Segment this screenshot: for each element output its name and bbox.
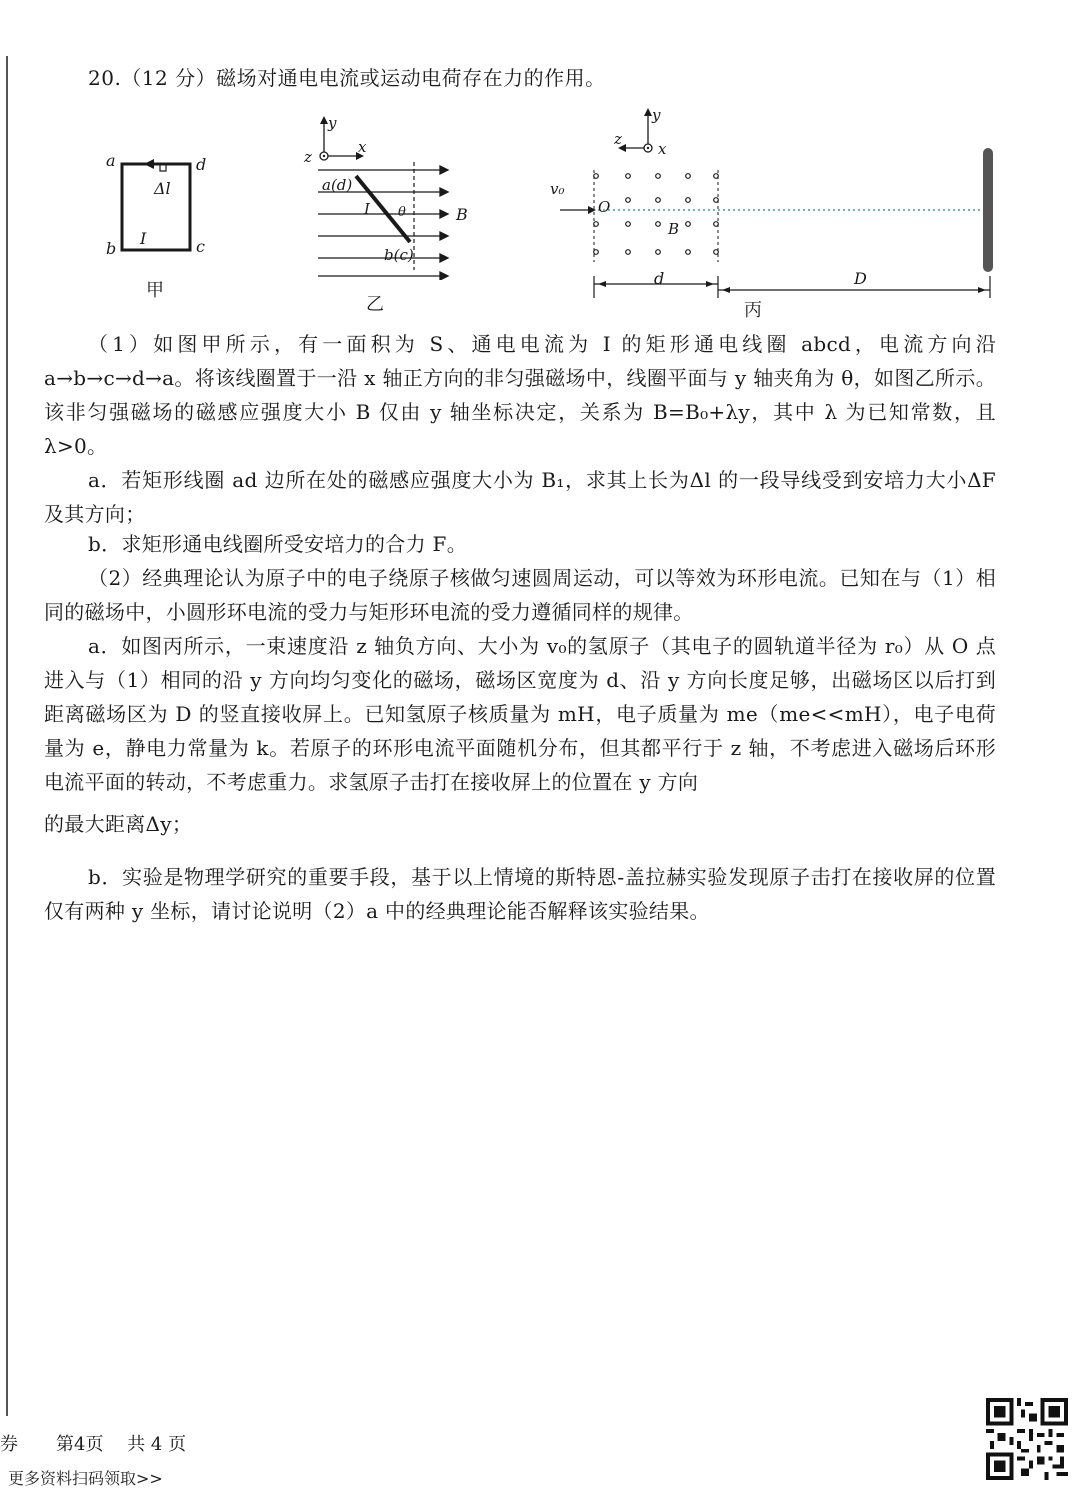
figure-yi xyxy=(298,110,478,280)
page-left-border xyxy=(6,56,8,1416)
svg-text:x: x xyxy=(658,140,667,158)
velocity-arrow-icon xyxy=(588,206,596,214)
svg-text:x: x xyxy=(358,138,367,156)
footer-fragment: 券 xyxy=(0,1434,18,1455)
part-2a-ending: 的最大距离Δy； xyxy=(44,812,193,836)
field-dots xyxy=(594,174,719,255)
svg-text:B: B xyxy=(456,205,468,224)
svg-text:a(d): a(d) xyxy=(322,176,353,194)
part-1a-paragraph: a．若矩形线圈 ad 边所在处的磁感应强度大小为 B₁，求其上长为Δl 的一段导线受到安培力大小ΔF 及其方向； xyxy=(44,468,996,526)
svg-text:z: z xyxy=(614,130,622,148)
svg-text:O: O xyxy=(598,198,611,216)
part-2-paragraph: （2）经典理论认为原子中的电子绕原子核做匀速圆周运动，可以等效为环形电流。已知在与（1）相同的磁场中，小圆形环电流的受力与矩形环电流的受力遵循同样的规律。 xyxy=(44,566,996,624)
svg-text:B: B xyxy=(668,220,680,238)
caption-yi: 乙 xyxy=(366,294,384,315)
figure-jia xyxy=(100,148,220,268)
svg-text:b(c): b(c) xyxy=(384,246,414,264)
svg-text:θ: θ xyxy=(398,205,406,220)
svg-text:y: y xyxy=(328,114,337,132)
corner-label-d: d xyxy=(196,155,207,174)
receiving-screen xyxy=(983,148,993,272)
current-label: I xyxy=(140,229,147,248)
svg-text:z: z xyxy=(304,148,312,166)
part-1b-paragraph: b．求矩形通电线圈所受安培力的合力 F。 xyxy=(88,532,468,556)
svg-text:I: I xyxy=(364,200,370,218)
svg-text:d: d xyxy=(654,269,665,288)
more-materials-link[interactable]: 更多资料扫码领取>> xyxy=(8,1469,163,1488)
part-2a-paragraph: a．如图丙所示，一束速度沿 z 轴负方向、大小为 v₀的氢原子（其电子的圆轨道半径为 r₀）从 O 点进入与（1）相同的沿 y 方向均匀变化的磁场，磁场区宽度为 d、沿 y 方向长度足够，出磁场区以后打到距离磁场区为 D 的竖直接收屏上。已知氢原子核质量为 mH，电子质量为 me（me<<mH），电子电荷量为 e，静电力常量为 k。若原子的环形电流平面随机分布，但其都平行于 z 轴，不考虑进入磁场后环形电流平面的转动，不考虑重力。求氢原子击打在接收屏上的位置在 y 方向 xyxy=(44,634,996,794)
svg-text:v₀: v₀ xyxy=(550,180,565,198)
qr-code-icon[interactable] xyxy=(986,1398,1068,1480)
page-number: 第4页 共 4 页 xyxy=(56,1434,187,1455)
question-heading: 20.（12 分）磁场对通电电流或运动电荷存在力的作用。 xyxy=(88,66,606,90)
delta-l-label: Δl xyxy=(154,179,171,198)
caption-bing: 丙 xyxy=(744,300,762,321)
svg-text:y: y xyxy=(652,106,661,124)
part-1-paragraph: （1）如图甲所示，有一面积为 S、通电电流为 I 的矩形通电线圈 abcd，电流方向沿 a→b→c→d→a。将该线圈置于一沿 x 轴正方向的非匀强磁场中，线圈平面与 y 轴夹角为 θ，如图乙所示。该非匀强磁场的磁感应强度大小 B 仅由 y 轴坐标决定，关系为 B=B₀+λy，其中 λ 为已知常数，且 λ>0。 xyxy=(44,332,996,458)
corner-label-c: c xyxy=(196,237,205,256)
figure-bing xyxy=(540,100,1000,300)
caption-jia: 甲 xyxy=(146,280,164,301)
part-2b-paragraph: b．实验是物理学研究的重要手段，基于以上情境的斯特恩-盖拉赫实验发现原子击打在接收屏的位置仅有两种 y 坐标，请讨论说明（2）a 中的经典理论能否解释该实验结果。 xyxy=(44,865,996,923)
svg-text:D: D xyxy=(854,269,867,288)
current-arrow-icon xyxy=(144,159,154,169)
corner-label-a: a xyxy=(106,151,116,170)
corner-label-b: b xyxy=(106,239,117,258)
